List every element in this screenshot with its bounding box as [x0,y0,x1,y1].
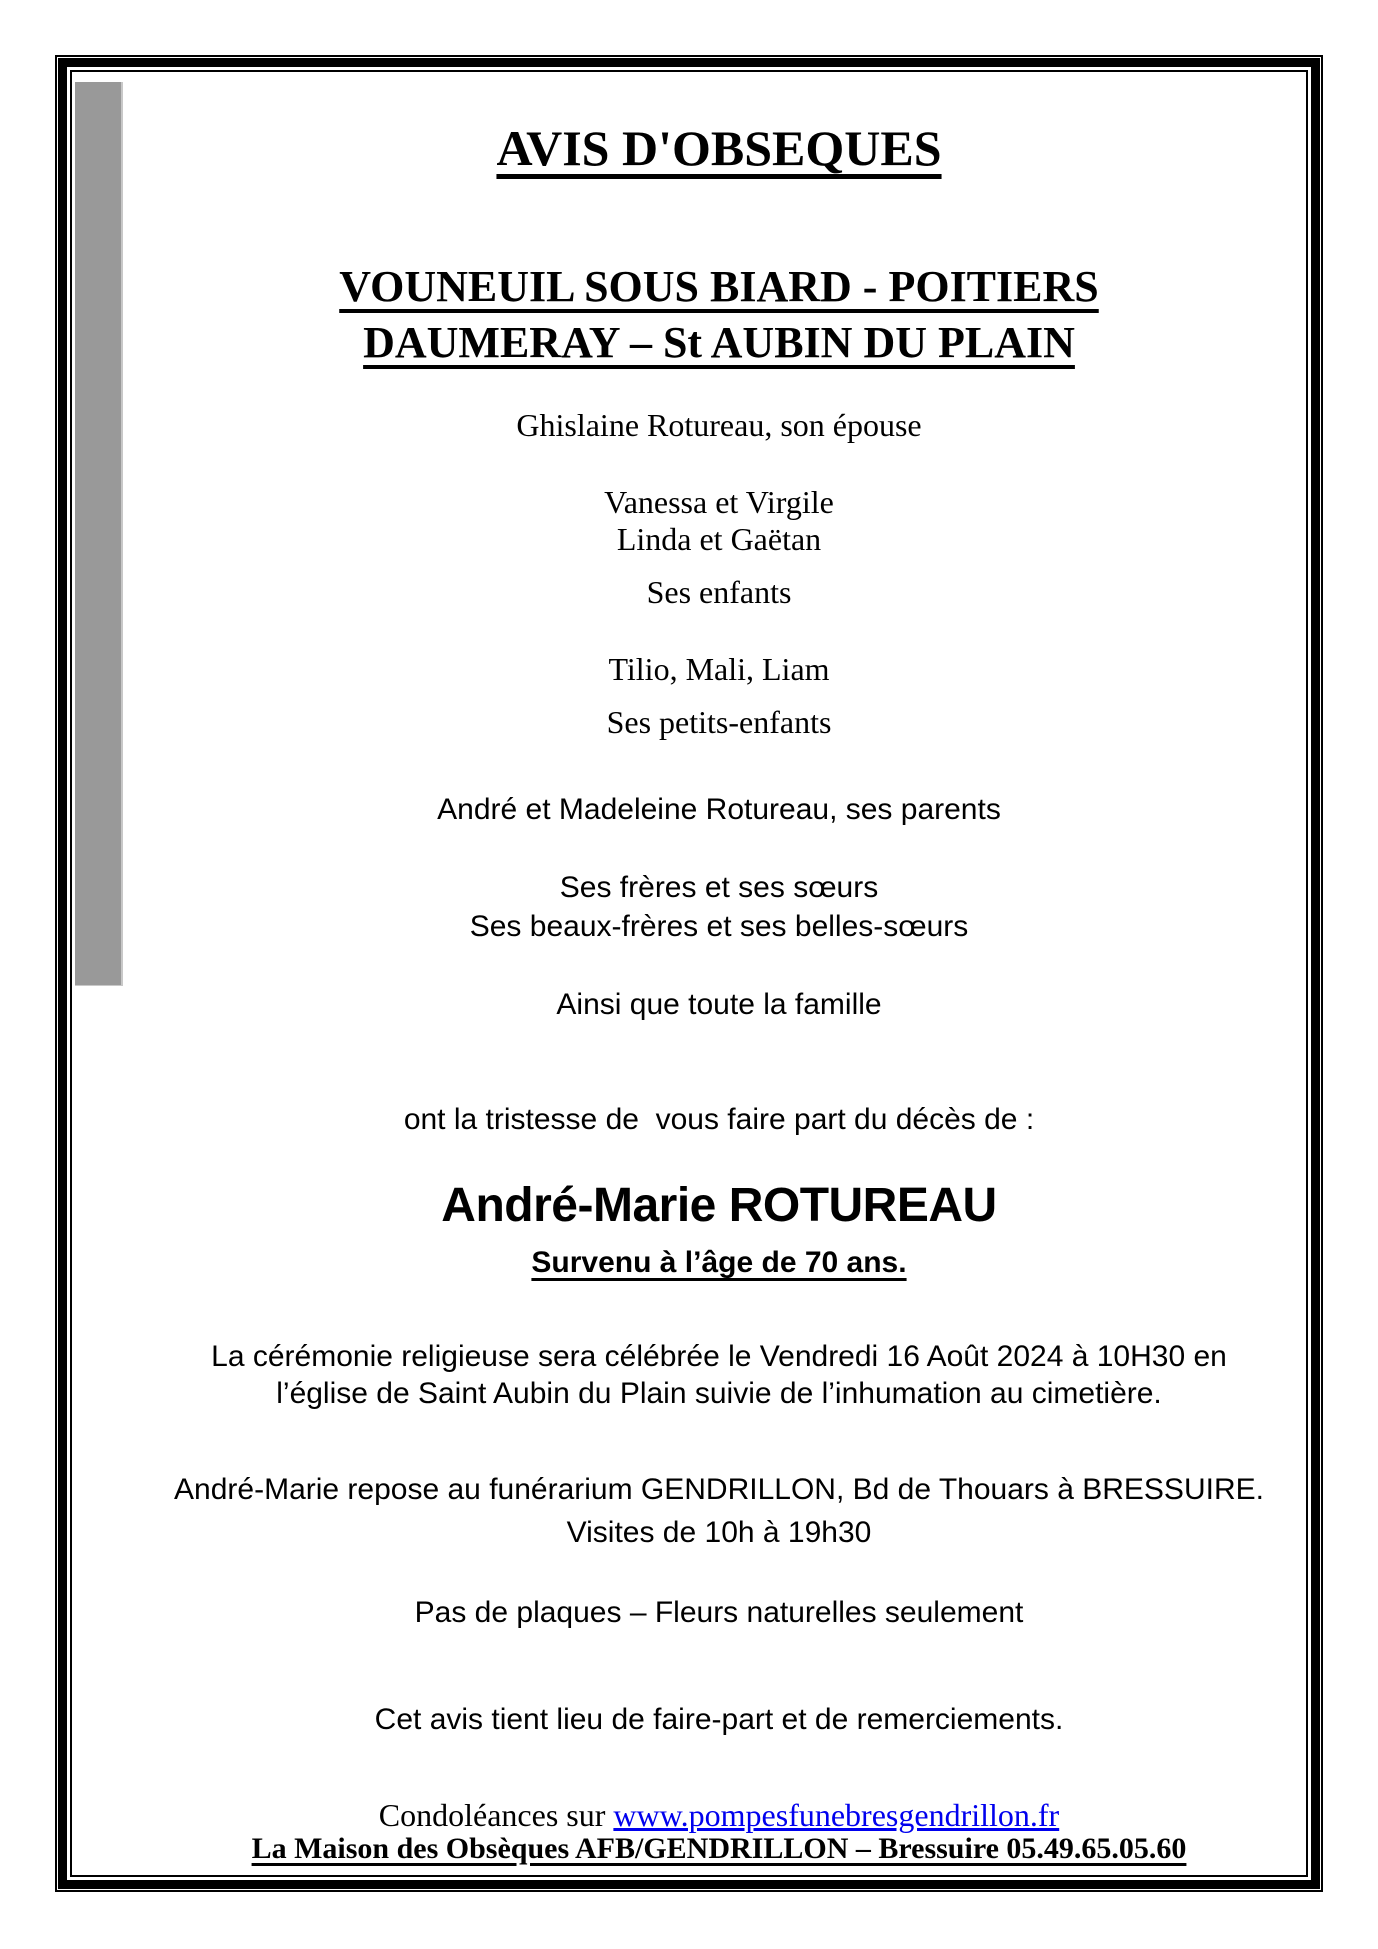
family-siblings-in-law: Ses beaux-frères et ses belles-sœurs [469,910,969,943]
condolences-website-link[interactable]: www.pompesfunebresgendrillon.fr [613,1797,1060,1833]
condolences-line [80,1797,1358,1834]
visits-line: Visites de 10h à 19h30 [566,1516,872,1549]
footer-funeral-home: La Maison des Obsèques AFB/GENDRILLON – Bressuire 05.49.65.05.60 [251,1832,1187,1865]
family-parents: André et Madeleine Rotureau, ses parents [437,793,1001,826]
family-children-label: Ses enfants [646,574,792,610]
notice-statement: Cet avis tient lieu de faire-part et de remerciements. [374,1703,1064,1736]
flowers-line: Pas de plaques – Fleurs naturelles seulement [414,1596,1024,1629]
family-spouse: Ghislaine Rotureau, son épouse [516,407,922,443]
family-whole-family: Ainsi que toute la famille [556,988,882,1021]
family-children-couple-1: Vanessa et Virgile [604,484,834,520]
condolences-prefix: Condoléances sur [378,1797,614,1833]
ceremony-line-1: La cérémonie religieuse sera célébrée le Vendredi 16 Août 2024 à 10H30 en [211,1340,1227,1373]
ceremony-line-2: l’église de Saint Aubin du Plain suivie de l’inhumation au cimetière. [276,1377,1162,1410]
deceased-name: André-Marie ROTUREAU [441,1179,997,1232]
family-children-couple-2: Linda et Gaëtan [616,521,822,557]
deceased-age-line: Survenu à l’âge de 70 ans. [531,1246,907,1279]
family-grandchildren: Tilio, Mali, Liam [608,651,830,687]
family-siblings: Ses frères et ses sœurs [559,871,879,904]
funeral-home-line: André-Marie repose au funérarium GENDRILLON, Bd de Thouars à BRESSUIRE. [174,1473,1264,1506]
notice-title: AVIS D'OBSEQUES [496,120,942,176]
family-grandchildren-label: Ses petits-enfants [606,704,832,740]
location-line-2: DAUMERAY – St AUBIN DU PLAIN [363,318,1075,367]
announcement-line: ont la tristesse de vous faire part du décès de : [403,1103,1035,1136]
location-line-1: VOUNEUIL SOUS BIARD - POITIERS [339,262,1099,311]
